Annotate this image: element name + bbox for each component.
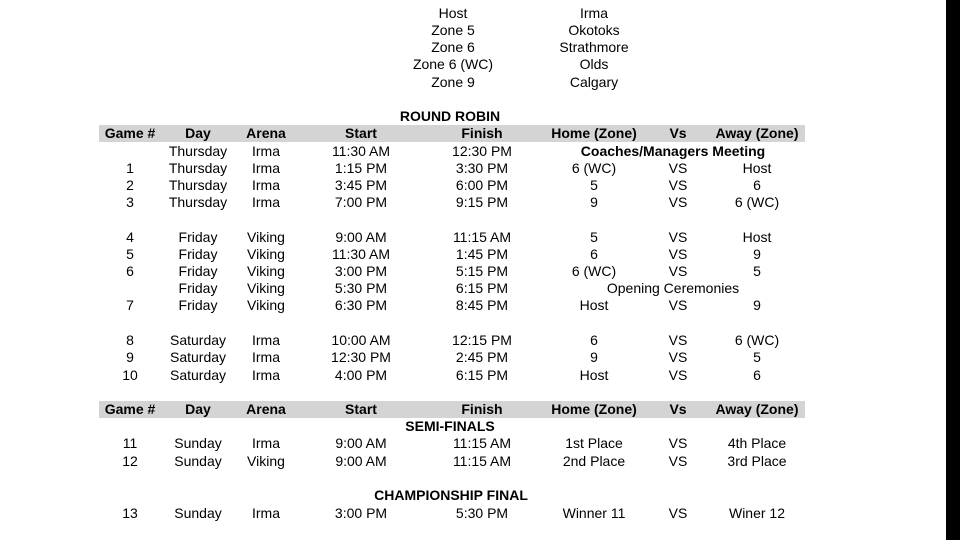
day: Sunday [174, 453, 222, 469]
column-header-away-team: Away (Zone) [715, 125, 799, 141]
zone-label: Zone 6 [431, 39, 475, 55]
page-edge [946, 0, 960, 540]
event-label: Opening Ceremonies [606, 280, 740, 296]
finish-time: 6:00 PM [455, 177, 509, 193]
vs: VS [668, 194, 688, 210]
arena: Viking [247, 229, 285, 245]
vs: VS [668, 332, 688, 348]
column-header-start-time: Start [345, 125, 377, 141]
away-team: 3rd Place [727, 453, 787, 469]
arena: Viking [247, 297, 285, 313]
away-team: 6 [753, 177, 761, 193]
away-team: 9 [753, 297, 761, 313]
column-header-away-team: Away (Zone) [715, 401, 799, 417]
zone-label: Zone 9 [431, 74, 475, 90]
home-team: 9 [590, 349, 598, 365]
column-header-game-number: Game # [104, 401, 156, 417]
arena: Irma [252, 160, 280, 176]
column-header-finish-time: Finish [461, 125, 503, 141]
finish-time: 5:15 PM [455, 263, 509, 279]
day: Sunday [174, 505, 222, 521]
zone-label: Zone 6 (WC) [412, 56, 494, 72]
finish-time: 1:45 PM [455, 246, 509, 262]
day: Saturday [169, 367, 227, 383]
start-time: 6:30 PM [334, 297, 388, 313]
away-team: 6 [753, 367, 761, 383]
home-team: Host [579, 367, 609, 383]
section-title-round-robin: ROUND ROBIN [399, 108, 501, 124]
finish-time: 5:30 PM [455, 505, 509, 521]
arena: Viking [247, 453, 285, 469]
column-header-day: Day [185, 401, 211, 417]
away-team: 5 [753, 263, 761, 279]
start-time: 3:00 PM [334, 505, 388, 521]
day: Friday [178, 246, 218, 262]
day: Friday [178, 229, 218, 245]
game-number: 11 [122, 435, 138, 451]
arena: Irma [252, 332, 280, 348]
section-title-semi-finals: SEMI-FINALS [405, 418, 495, 434]
finish-time: 6:15 PM [455, 367, 509, 383]
game-number: 12 [122, 453, 138, 469]
finish-time: 9:15 PM [455, 194, 509, 210]
venue-name: Olds [579, 56, 609, 72]
vs: VS [668, 229, 688, 245]
venue-name: Calgary [569, 74, 619, 90]
game-number: 7 [126, 297, 134, 313]
column-header-arena: Arena [246, 125, 286, 141]
section-title-championship: CHAMPIONSHIP FINAL [374, 487, 528, 503]
start-time: 4:00 PM [334, 367, 388, 383]
vs: VS [668, 349, 688, 365]
finish-time: 6:15 PM [455, 280, 509, 296]
home-team: 6 (WC) [571, 263, 617, 279]
finish-time: 12:30 PM [452, 143, 512, 159]
finish-time: 12:15 PM [452, 332, 512, 348]
game-number: 6 [126, 263, 134, 279]
column-header-home-team: Home (Zone) [551, 125, 637, 141]
home-team: Winner 11 [562, 505, 626, 521]
arena: Irma [252, 349, 280, 365]
start-time: 3:45 PM [334, 177, 388, 193]
day: Friday [178, 297, 218, 313]
start-time: 9:00 AM [335, 229, 387, 245]
home-team: 6 (WC) [571, 160, 617, 176]
home-team: Host [579, 297, 609, 313]
vs: VS [668, 505, 688, 521]
arena: Irma [252, 435, 280, 451]
away-team: Host [742, 160, 772, 176]
away-team: 4th Place [727, 435, 787, 451]
start-time: 10:00 AM [331, 332, 391, 348]
finish-time: 11:15 AM [452, 435, 512, 451]
day: Saturday [169, 332, 227, 348]
home-team: 2nd Place [562, 453, 626, 469]
vs: VS [668, 453, 688, 469]
home-team: 6 [590, 246, 598, 262]
game-number: 4 [126, 229, 134, 245]
column-header-finish-time: Finish [461, 401, 503, 417]
game-number: 5 [126, 246, 134, 262]
vs: VS [668, 177, 688, 193]
arena: Irma [252, 143, 280, 159]
column-header-vs: Vs [669, 125, 687, 141]
vs: VS [668, 246, 688, 262]
away-team: Winer 12 [728, 505, 786, 521]
vs: VS [668, 263, 688, 279]
venue-name: Irma [580, 5, 608, 21]
day: Thursday [168, 143, 228, 159]
game-number: 8 [126, 332, 134, 348]
home-team: 9 [590, 194, 598, 210]
vs: VS [668, 435, 688, 451]
home-team: 5 [590, 177, 598, 193]
finish-time: 8:45 PM [455, 297, 509, 313]
vs: VS [668, 367, 688, 383]
start-time: 12:30 PM [331, 349, 391, 365]
zone-label: Zone 5 [431, 22, 475, 38]
day: Friday [178, 280, 218, 296]
vs: VS [668, 297, 688, 313]
start-time: 9:00 AM [335, 435, 387, 451]
finish-time: 11:15 AM [452, 229, 512, 245]
finish-time: 11:15 AM [452, 453, 512, 469]
column-header-start-time: Start [345, 401, 377, 417]
game-number: 1 [126, 160, 134, 176]
start-time: 3:00 PM [334, 263, 388, 279]
home-team: 5 [590, 229, 598, 245]
start-time: 7:00 PM [334, 194, 388, 210]
away-team: 9 [753, 246, 761, 262]
column-header-vs: Vs [669, 401, 687, 417]
away-team: Host [742, 229, 772, 245]
start-time: 11:30 AM [331, 246, 391, 262]
away-team: 5 [753, 349, 761, 365]
arena: Irma [252, 177, 280, 193]
day: Sunday [174, 435, 222, 451]
arena: Irma [252, 505, 280, 521]
start-time: 1:15 PM [334, 160, 388, 176]
finish-time: 3:30 PM [455, 160, 509, 176]
column-header-arena: Arena [246, 401, 286, 417]
venue-name: Okotoks [568, 22, 620, 38]
finish-time: 2:45 PM [455, 349, 509, 365]
day: Thursday [168, 177, 228, 193]
start-time: 5:30 PM [334, 280, 388, 296]
start-time: 9:00 AM [335, 453, 387, 469]
venue-name: Strathmore [559, 39, 629, 55]
day: Thursday [168, 160, 228, 176]
event-label: Coaches/Managers Meeting [580, 143, 766, 159]
arena: Viking [247, 246, 285, 262]
arena: Irma [252, 367, 280, 383]
arena: Irma [252, 194, 280, 210]
away-team: 6 (WC) [734, 332, 780, 348]
arena: Viking [247, 263, 285, 279]
away-team: 6 (WC) [734, 194, 780, 210]
day: Thursday [168, 194, 228, 210]
column-header-game-number: Game # [104, 125, 156, 141]
game-number: 2 [126, 177, 134, 193]
game-number: 3 [126, 194, 134, 210]
day: Friday [178, 263, 218, 279]
day: Saturday [169, 349, 227, 365]
vs: VS [668, 160, 688, 176]
game-number: 9 [126, 349, 134, 365]
home-team: 6 [590, 332, 598, 348]
arena: Viking [247, 280, 285, 296]
column-header-home-team: Home (Zone) [551, 401, 637, 417]
game-number: 13 [122, 505, 138, 521]
game-number: 10 [122, 367, 138, 383]
column-header-day: Day [185, 125, 211, 141]
home-team: 1st Place [565, 435, 623, 451]
start-time: 11:30 AM [331, 143, 391, 159]
zone-label: Host [438, 5, 468, 21]
